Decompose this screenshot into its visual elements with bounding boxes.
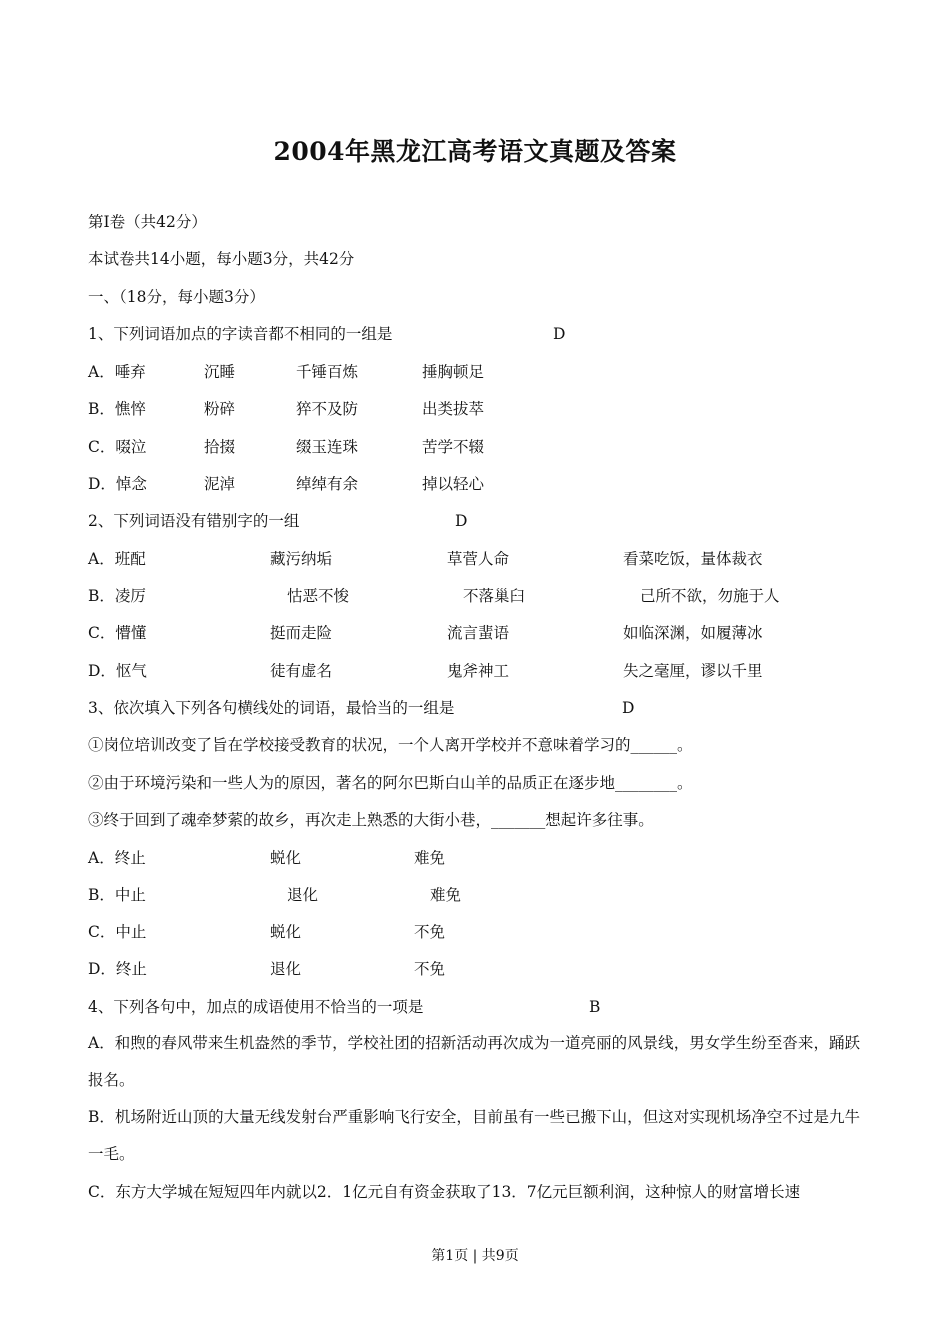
q4-option-c: C．东方大学城在短短四年内就以2．1亿元自有资金获取了13．7亿元巨额利润，这种惊人的财富增长速 — [88, 1183, 801, 1201]
q3-answer: D — [622, 699, 635, 717]
option-cell: B．中止 — [88, 886, 146, 904]
option-cell: 难免 — [414, 849, 446, 867]
option-cell: 挺而走险 — [270, 624, 333, 642]
q1-answer: D — [553, 325, 566, 343]
option-cell: 粉碎 — [204, 400, 236, 418]
option-cell: A．唾弃 — [88, 363, 146, 381]
option-cell: 草菅人命 — [447, 550, 510, 568]
option-cell: 拾掇 — [204, 438, 236, 456]
q4-option-a: A．和煦的春风带来生机盎然的季节，学校社团的招新活动再次成为一道亮丽的风景线，男女学生纷至沓来，踊跃报名。 — [88, 1034, 860, 1089]
option-cell: A．班配 — [88, 550, 146, 568]
q3-stem: 3、依次填入下列各句横线处的词语，最恰当的一组是 — [88, 699, 455, 717]
option-cell: D．怄气 — [88, 662, 147, 680]
option-cell: B．憔悴 — [88, 400, 146, 418]
option-cell: 看菜吃饭，量体裁衣 — [623, 550, 763, 568]
option-cell: 藏污纳垢 — [270, 550, 333, 568]
q4-answer: B — [589, 998, 601, 1016]
option-cell: 绰绰有余 — [296, 475, 359, 493]
option-cell: 徒有虚名 — [270, 662, 333, 680]
option-cell: D．终止 — [88, 960, 147, 978]
q3-sentence: ①岗位培训改变了旨在学校接受教育的状况，一个人离开学校并不意味着学习的______。 — [88, 736, 693, 754]
option-cell: A．终止 — [88, 849, 146, 867]
option-cell: D．悼念 — [88, 475, 147, 493]
option-cell: 苦学不辍 — [422, 438, 485, 456]
option-cell: 沉睡 — [204, 363, 236, 381]
option-cell: 猝不及防 — [296, 400, 359, 418]
q2-answer: D — [455, 512, 468, 530]
option-cell: 出类拔萃 — [422, 400, 485, 418]
section-heading: 第Ⅰ卷（共42分） — [88, 213, 207, 231]
option-cell: 失之毫厘，谬以千里 — [623, 662, 763, 680]
option-cell: 泥淖 — [204, 475, 236, 493]
option-cell: 鬼斧神工 — [447, 662, 510, 680]
option-cell: 掉以轻心 — [422, 475, 485, 493]
q4-option-b: B．机场附近山顶的大量无线发射台严重影响飞行安全，目前虽有一些已搬下山，但这对实现机场净空不过是九牛一毛。 — [88, 1108, 860, 1163]
option-cell: C．中止 — [88, 923, 147, 941]
option-cell: 如临深渊，如履薄冰 — [623, 624, 763, 642]
q3-sentence: ②由于环境污染和一些人为的原因，著名的阿尔巴斯白山羊的品质正在逐步地________。 — [88, 774, 693, 792]
option-cell: 千锤百炼 — [296, 363, 359, 381]
option-cell: 蜕化 — [270, 923, 302, 941]
q2-stem: 2、下列词语没有错别字的一组 — [88, 512, 300, 530]
option-cell: 怙恶不悛 — [287, 587, 350, 605]
option-cell: 退化 — [270, 960, 302, 978]
document-title: 2004年黑龙江高考语文真题及答案 — [273, 137, 677, 166]
q3-sentence: ③终于回到了魂牵梦萦的故乡，再次走上熟悉的大街小巷，_______想起许多往事。 — [88, 811, 654, 829]
q4-stem: 4、下列各句中，加点的成语使用不恰当的一项是 — [88, 998, 424, 1016]
option-cell: 捶胸顿足 — [422, 363, 485, 381]
option-cell: 流言蜚语 — [447, 624, 510, 642]
option-cell: 退化 — [287, 886, 319, 904]
option-cell: 难免 — [430, 886, 462, 904]
option-cell: 蜕化 — [270, 849, 302, 867]
option-cell: 缀玉连珠 — [296, 438, 359, 456]
option-cell: C．啜泣 — [88, 438, 147, 456]
exam-intro: 本试卷共14小题，每小题3分，共42分 — [88, 250, 355, 268]
option-cell: 不免 — [414, 923, 446, 941]
option-cell: C．懵懂 — [88, 624, 147, 642]
option-cell: B．凌厉 — [88, 587, 146, 605]
option-cell: 不落巢臼 — [463, 587, 526, 605]
q1-stem: 1、下列词语加点的字读音都不相同的一组是 — [88, 325, 393, 343]
part-heading: 一、（18分，每小题3分） — [88, 288, 265, 306]
option-cell: 不免 — [414, 960, 446, 978]
option-cell: 己所不欲，勿施于人 — [640, 587, 780, 605]
page-footer: 第1页 | 共9页 — [431, 1248, 519, 1264]
